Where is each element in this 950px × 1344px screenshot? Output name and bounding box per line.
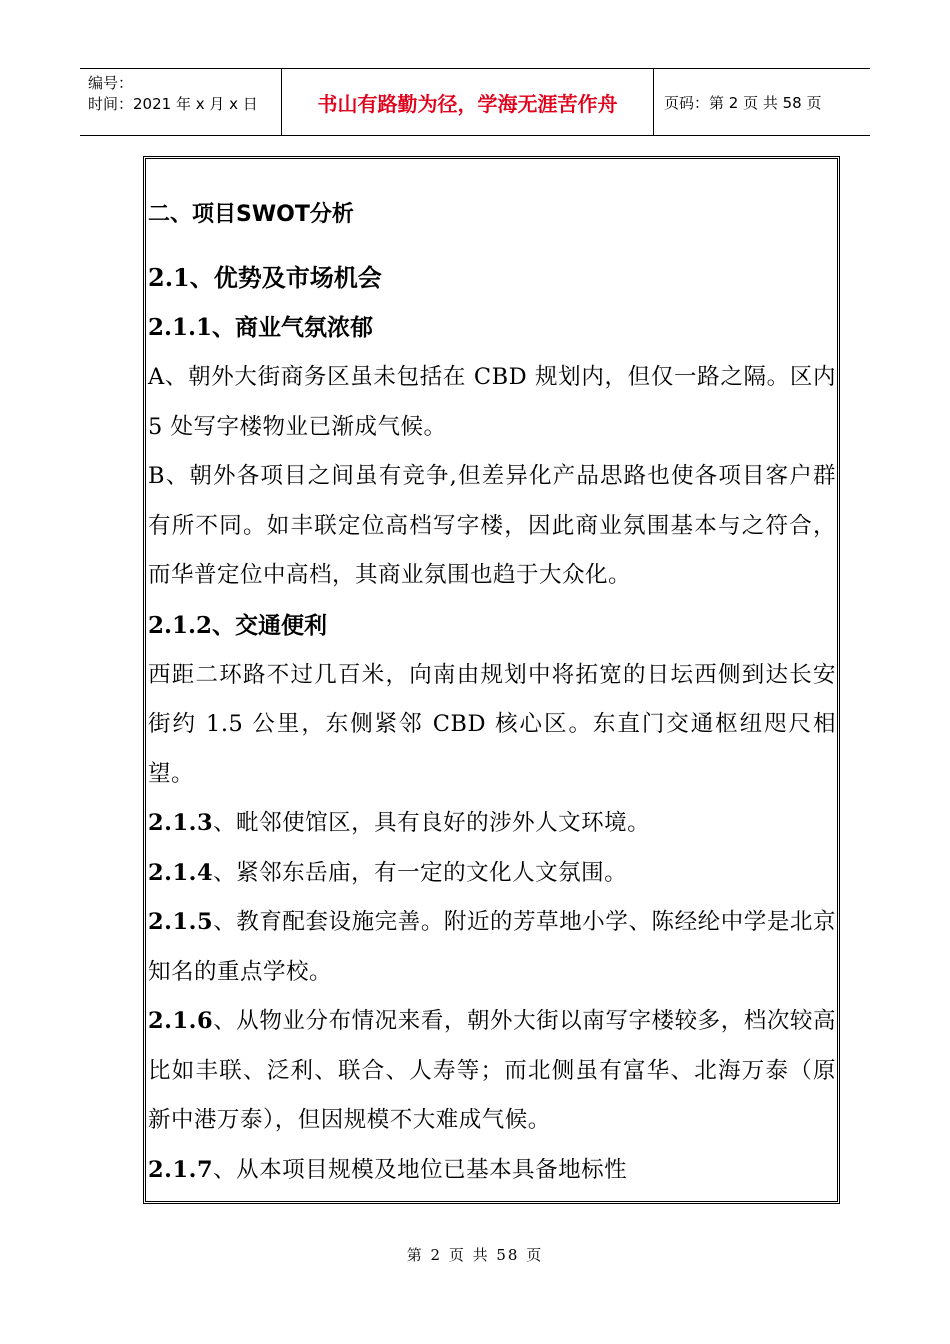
item-text: 、从本项目规模及地位已基本具备地标性 <box>213 1156 628 1183</box>
heading-2-1-1: 2.1.1、商业气氛浓郁 <box>148 314 374 341</box>
page-footer: 第 2 页 共 58 页 <box>406 1246 544 1264</box>
item-text: 、紧邻东岳庙，有一定的文化人文氛围。 <box>213 859 628 886</box>
page-header <box>80 68 870 136</box>
item-number: 2.1.6 <box>148 1008 214 1034</box>
paragraph-b: B、朝外各项目之间虽有竞争,但差异化产品思路也使各项目客户群有所不同。如丰联定位高档写字楼，因此商业氛围基本与之符合，而华普定位中高档，其商业氛围也趋于大众化。 <box>148 463 836 588</box>
date-label: 时间：2021 年 x 月 x 日 <box>88 95 258 113</box>
paragraph-traffic: 西距二环路不过几百米，向南由规划中将拓宽的日坛西侧到达长安街约 1.5 公里，东侧紧邻 CBD 核心区。东直门交通枢纽咫尺相望。 <box>148 661 836 787</box>
heading-2-1: 2.1、优势及市场机会 <box>148 263 382 292</box>
item-2-1-7 <box>148 1146 836 1196</box>
item-text: 、毗邻使馆区，具有良好的涉外人文环境。 <box>213 810 651 836</box>
item-number: 2.1.5 <box>148 909 214 935</box>
header-page-label: 页码：第 2 页 共 58 页 <box>664 93 822 112</box>
section-title: 二、项目SWOT分析 <box>148 202 354 227</box>
item-text: 、从物业分布情况来看，朝外大街以南写字楼较多，档次较高比如丰联、泛利、联合、人寿等；而北侧虽有富华、北海万泰（原新中港万泰），但因规模不大难成气候。 <box>148 1008 836 1133</box>
item-2-1-3 <box>148 799 836 849</box>
content-body <box>148 159 836 1195</box>
item-number: 2.1.3 <box>148 810 214 836</box>
item-2-1-6 <box>148 997 836 1146</box>
header-meta <box>80 69 282 135</box>
item-text: 、教育配套设施完善。附近的芳草地小学、陈经纶中学是北京知名的重点学校。 <box>148 909 836 985</box>
number-label: 编号： <box>88 74 134 92</box>
item-2-1-4 <box>148 849 836 899</box>
paragraph-a: A、朝外大街商务区虽未包括在 CBD 规划内，但仅一路之隔。区内 5 处写字楼物业已渐成气候。 <box>148 364 836 440</box>
item-number: 2.1.4 <box>148 859 214 886</box>
content-frame <box>143 156 840 1204</box>
heading-2-1-2: 2.1.2、交通便利 <box>148 611 328 639</box>
header-motto: 书山有路勤为径，学海无涯苦作舟 <box>282 69 654 135</box>
item-2-1-5 <box>148 898 836 997</box>
item-number: 2.1.7 <box>148 1156 214 1183</box>
